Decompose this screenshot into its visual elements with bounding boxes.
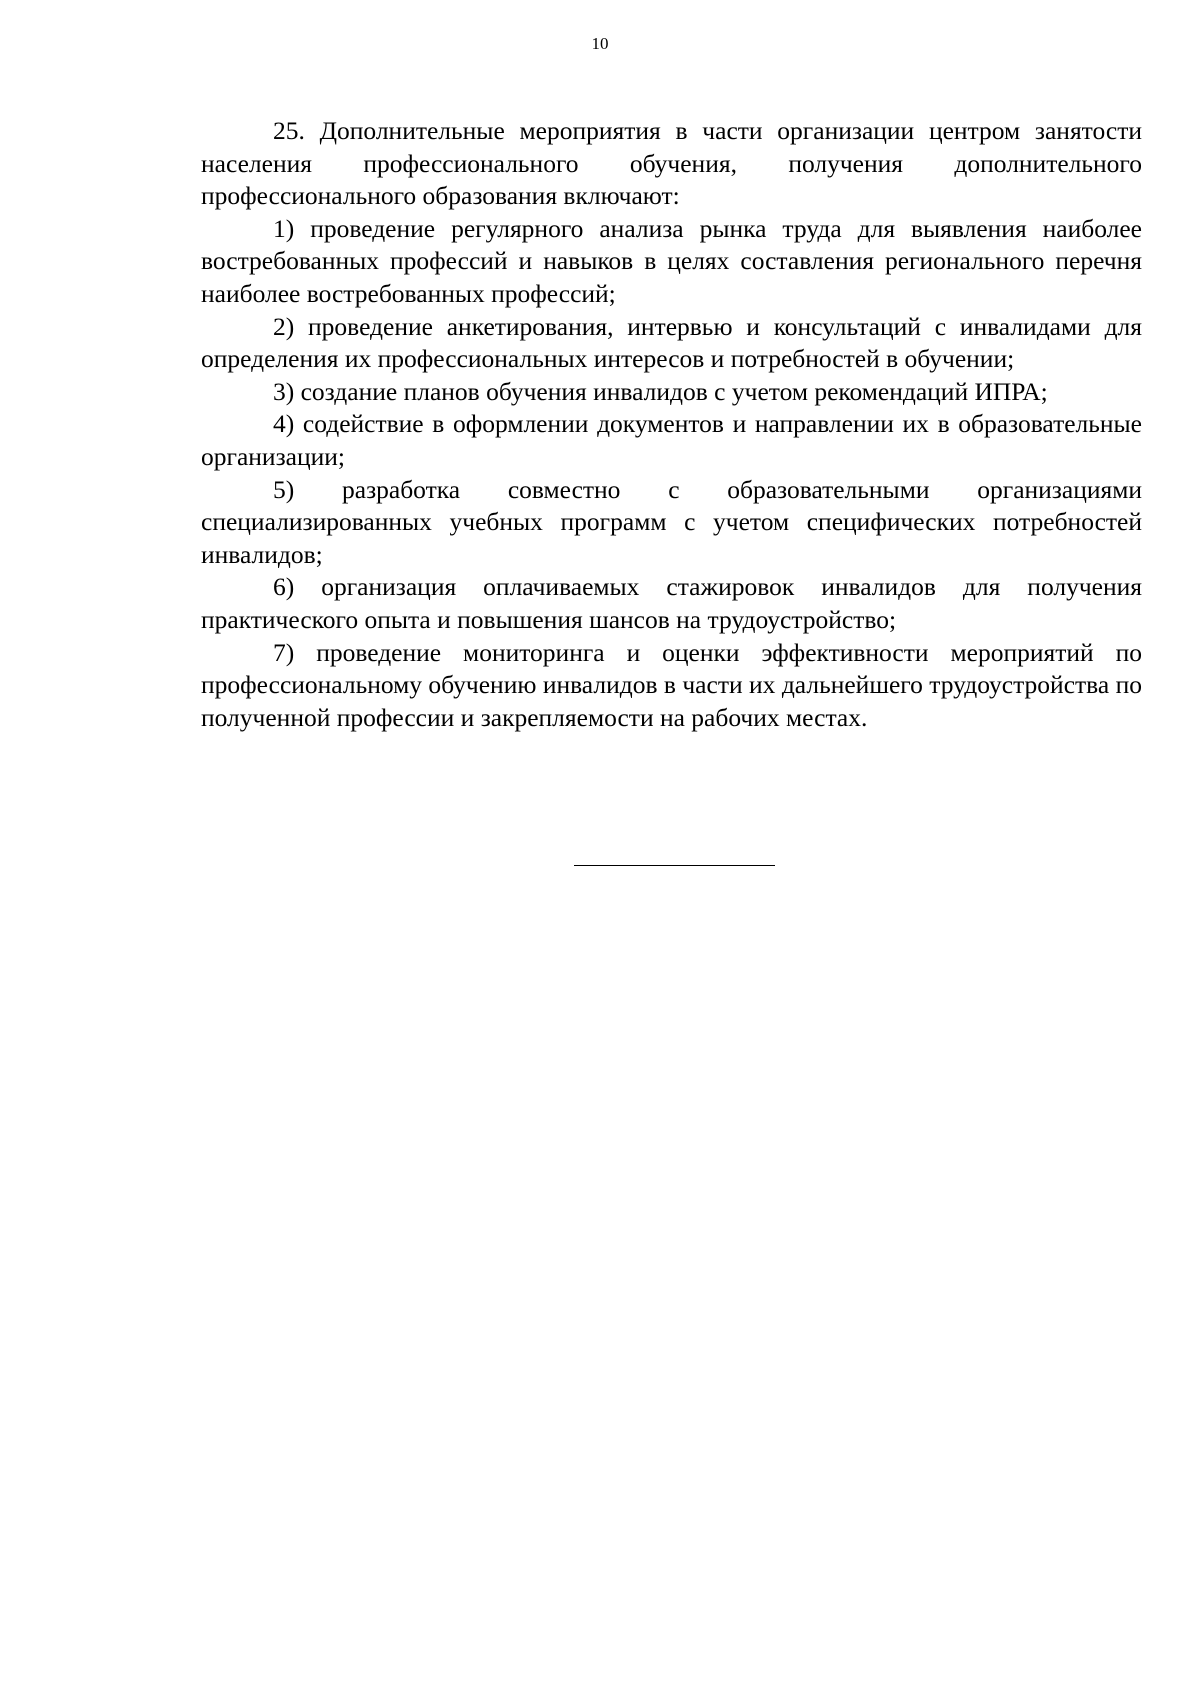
page-number: 10 <box>591 34 609 53</box>
list-item-4: 4) содействие в оформлении документов и направлении их в образовательные организации; <box>201 409 1142 471</box>
document-body <box>201 115 1142 734</box>
list-item-6: 6) организация оплачиваемых стажировок инвалидов для получения практического опыта и повышения шансов на трудоустройство; <box>201 572 1142 634</box>
list-item-7: 7) проведение мониторинга и оценки эффективности мероприятий по профессиональному обучению инвалидов в части их дальнейшего трудоустройства по полученной профессии и закрепляемости на рабочих местах. <box>201 637 1142 732</box>
list-item-3: 3) создание планов обучения инвалидов с учетом рекомендаций ИПРА; <box>273 376 1048 406</box>
list-item-2: 2) проведение анкетирования, интервью и консультаций с инвалидами для определения их профессиональных интересов и потребностей в обучении; <box>201 311 1142 374</box>
list-item-1: 1) проведение регулярного анализа рынка труда для выявления наиболее востребованных профессий и навыков в целях составления регионального перечня наиболее востребованных профессий; <box>201 213 1142 308</box>
paragraph-item-25-intro: 25. Дополнительные мероприятия в части организации центром занятости населения профессионального обучения, получения дополнительного профессионального образования включают: <box>201 116 1142 211</box>
end-separator-line <box>574 865 775 866</box>
list-item-5: 5) разработка совместно с образовательными организациями специализированных учебных программ с учетом специфических потребностей инвалидов; <box>201 474 1142 569</box>
